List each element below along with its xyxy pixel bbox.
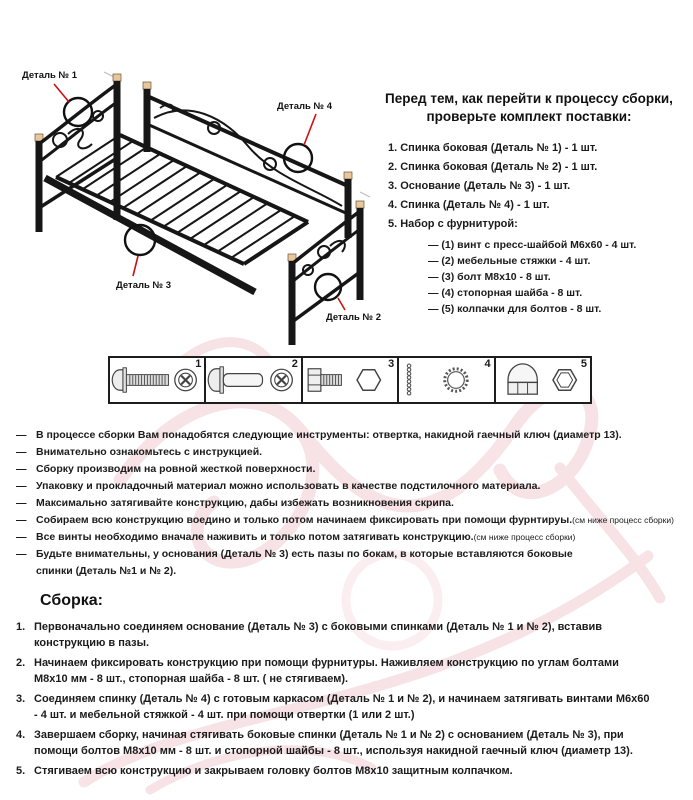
dash-marker: — xyxy=(16,531,27,543)
step-number: 1. xyxy=(16,621,26,633)
step-item xyxy=(16,764,680,780)
hardware-cell-number: 4 xyxy=(484,358,491,370)
press-washer-screw-icon xyxy=(110,358,204,402)
note-text: В процессе сборки Вам понадобятся следующие инструменты: отвертка, накидной гаечный ключ (диаметр 13). xyxy=(36,429,622,441)
lock-washer-icon xyxy=(399,358,493,402)
bed-exploded-diagram xyxy=(8,58,382,358)
step-number: 2. xyxy=(16,657,26,669)
package-checklist xyxy=(368,90,690,317)
note-text: Будьте внимательны, у основания (Деталь № 3) есть пазы по бокам, в которые вставляются боковые спинки (Деталь №1 и № 2). xyxy=(36,548,573,577)
checklist-item: 3. Основание (Деталь № 3) - 1 шт. xyxy=(388,180,571,192)
step-text: Начинаем фиксировать конструкцию при помощи фурнитуры. Наживляем конструкцию по углам болтами М8х10 мм - 8 шт., стопорная шайба - 8 шт. ( не стягиваем). xyxy=(34,657,619,685)
note-text: Внимательно ознакомьтесь с инструкцией. xyxy=(36,446,263,458)
step-item xyxy=(16,620,680,651)
hardware-cell-number: 5 xyxy=(580,358,588,370)
step-text: Первоначально соединяем основание (Деталь № 3) с боковыми спинками (Деталь № 1 и № 2), вставив конструкцию в пазы. xyxy=(34,621,603,649)
hardware-cell-5 xyxy=(496,358,590,402)
note-item xyxy=(16,495,688,512)
diagram-label-part4: Деталь № 4 xyxy=(277,101,333,112)
dash-marker: — xyxy=(16,480,27,492)
step-number: 5. xyxy=(16,765,26,777)
note-small-text: (см ниже процесс сборки) xyxy=(473,532,576,542)
hardware-list-item: — (5) колпачки для болтов - 8 шт. xyxy=(428,303,602,315)
dash-marker: — xyxy=(16,548,27,560)
hardware-list-item: — (1) винт с пресс-шайбой М6х60 - 4 шт. xyxy=(428,239,637,251)
note-item xyxy=(16,529,688,546)
diagram-label-part3: Деталь № 3 xyxy=(116,280,172,291)
checklist-item: 5. Набор с фурнитурой: xyxy=(388,218,518,230)
dash-marker: — xyxy=(16,429,27,441)
note-item xyxy=(16,427,688,444)
hardware-list-item: — (2) мебельные стяжки - 4 шт. xyxy=(428,255,591,267)
note-text: Максимально затягивайте конструкцию, дабы избежать возникновения скрипа. xyxy=(36,497,454,509)
step-item xyxy=(16,692,680,723)
step-text: Стягиваем всю конструкцию и закрываем головку болтов М8х10 защитным колпачком. xyxy=(34,765,513,777)
checklist-item: 4. Спинка (Деталь № 4) - 1 шт. xyxy=(388,199,550,211)
hex-bolt-icon xyxy=(303,358,397,402)
checklist-item: 2. Спинка боковая (Деталь № 2) - 1 шт. xyxy=(388,161,598,173)
hardware-cell-number: 1 xyxy=(195,358,202,370)
diagram-label-part1: Деталь № 1 xyxy=(22,70,78,81)
hardware-strip xyxy=(108,356,592,404)
hardware-list-item: — (4) стопорная шайба - 8 шт. xyxy=(428,287,583,299)
hardware-cell-3 xyxy=(303,358,399,402)
hardware-cell-1 xyxy=(110,358,206,402)
checklist-items xyxy=(388,139,690,234)
note-item xyxy=(16,461,688,478)
note-item xyxy=(16,478,688,495)
note-text: Собираем всю конструкцию воедино и только потом начинаем фиксировать при помощи фурнтируы. xyxy=(36,514,573,526)
hardware-cell-2 xyxy=(206,358,302,402)
checklist-title xyxy=(368,90,690,126)
cap-nut-icon xyxy=(496,358,590,402)
checklist-title-line2: проверьте комплект поставки: xyxy=(426,109,632,124)
step-number: 4. xyxy=(16,729,26,741)
note-text: Все винты необходимо вначале наживить и только потом затягивать конструкцию. xyxy=(36,531,474,543)
step-number: 3. xyxy=(16,693,26,705)
note-item xyxy=(16,444,688,461)
note-item xyxy=(16,512,688,529)
step-text: Завершаем сборку, начиная стягивать боковые спинки (Деталь № 1 и № 2) с основанием (Деталь № 3), при помощи болтов М8х10 мм - 8 шт. и стопорной шайбы - 8 шт., используя накидной гаечный ключ (диаметр 13). xyxy=(34,729,633,757)
dash-marker: — xyxy=(16,446,27,458)
dash-marker: — xyxy=(16,497,27,509)
note-text: Упаковку и прокладочный материал можно использовать в качестве подстилочного материала. xyxy=(36,480,541,492)
diagram-label-part2: Деталь № 2 xyxy=(326,312,382,323)
note-text: Сборку производим на ровной жесткой поверхности. xyxy=(36,463,316,475)
hardware-cell-number: 3 xyxy=(388,358,395,370)
dash-marker: — xyxy=(16,463,27,475)
dash-marker: — xyxy=(16,514,27,526)
step-item xyxy=(16,728,680,759)
note-item xyxy=(16,546,688,580)
step-item xyxy=(16,656,680,687)
hardware-cell-number: 2 xyxy=(291,358,298,370)
assembly-notes xyxy=(16,427,688,580)
furniture-connector-icon xyxy=(206,358,300,402)
checklist-title-line1: Перед тем, как перейти к процессу сборки, xyxy=(385,91,673,106)
checklist-item: 1. Спинка боковая (Деталь № 1) - 1 шт. xyxy=(388,142,598,154)
hardware-cell-4 xyxy=(399,358,495,402)
step-text: Соединяем спинку (Деталь № 4) с готовым каркасом (Деталь № 1 и № 2), и начинаем затягивать винтами М6х60 - 4 шт. и мебельной стяжкой - 4 шт. при помощи отвертки (1 или 2 шт.) xyxy=(34,693,650,721)
hardware-list-item: — (3) болт М8х10 - 8 шт. xyxy=(428,271,551,283)
assembly-steps xyxy=(16,620,680,785)
note-small-text: (см ниже процесс сборки) xyxy=(572,515,674,525)
checklist-hardware-items xyxy=(428,237,690,317)
assembly-heading: Сборка: xyxy=(40,592,104,609)
